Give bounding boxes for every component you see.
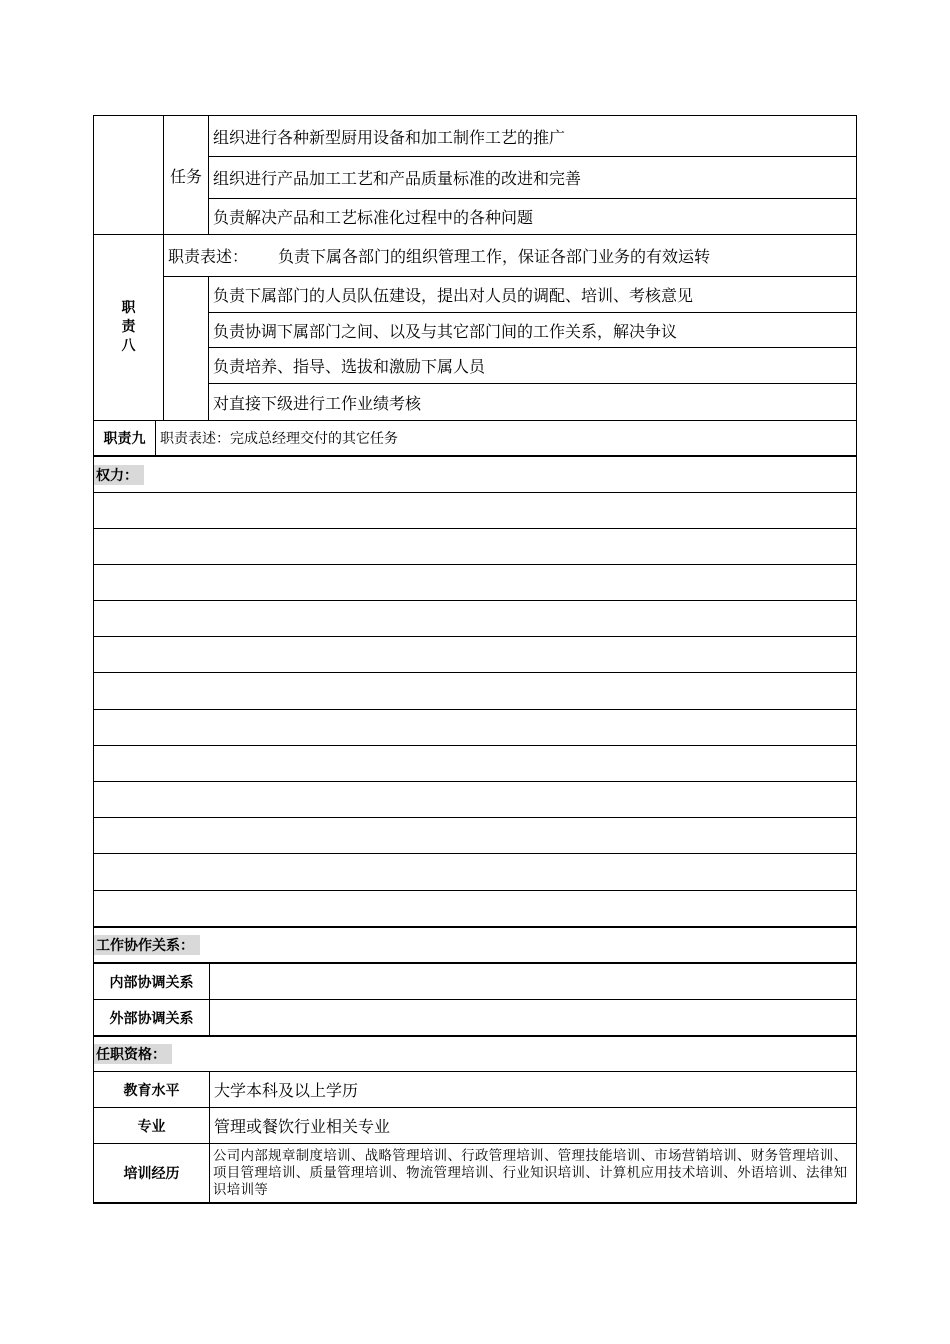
duty8-task-1 (209, 277, 856, 312)
cooperation-header-text: 工作协作关系： (94, 935, 200, 955)
duty8-label (94, 235, 163, 420)
qualification-header-text: 任职资格： (94, 1044, 172, 1064)
duty8-task-4 (209, 384, 856, 420)
duty8-task-1-text: 负责下属部门的人员队伍建设，提出对人员的调配、培训、考核意见 (213, 286, 694, 305)
duty7-task-2-text: 组织进行产品加工工艺和产品质量标准的改进和完善 (213, 169, 582, 188)
duty9-statement-text: 职责表述：完成总经理交付的其它任务 (160, 431, 398, 447)
task-label-text: 任务 (169, 166, 202, 186)
duty7-task-3-text: 负责解决产品和工艺标准化过程中的各种问题 (213, 208, 534, 227)
duty7-task-1-text: 组织进行各种新型厨用设备和加工制作工艺的推广 (213, 127, 566, 147)
education-value-text: 大学本科及以上学历 (214, 1081, 359, 1100)
duty8-task-3 (209, 348, 856, 383)
duty9-label-text: 职责九 (103, 431, 146, 447)
duty8-label-line2: 责 (121, 319, 136, 335)
authority-header-text: 权力： (94, 465, 144, 485)
duty7-task-3 (209, 199, 856, 234)
major-label-text: 专业 (137, 1118, 166, 1135)
training-label (94, 1144, 209, 1202)
cooperation-header (94, 928, 856, 962)
external-coordination-label-text: 外部协调关系 (109, 1010, 194, 1027)
major-value-text: 管理或餐饮行业相关专业 (214, 1117, 391, 1136)
duty8-label-line1: 职 (121, 300, 136, 316)
duty8-label-line3: 八 (121, 338, 136, 354)
training-value (210, 1144, 856, 1202)
authority-header (94, 457, 856, 492)
duty8-statement-text: 负责下属各部门的组织管理工作，保证各部门业务的有效运转 (278, 247, 711, 266)
duty7-task-2 (209, 157, 856, 198)
internal-coordination-label (94, 964, 209, 999)
education-label (94, 1072, 209, 1107)
duty7-task-1 (209, 116, 856, 156)
training-value-text: 公司内部规章制度培训、战略管理培训、行政管理培训、管理技能培训、市场营销培训、财务管理培训、项目管理培训、质量管理培训、物流管理培训、行业知识培训、计算机应用技术培训、外语培训、法律知识培训等 (213, 1148, 848, 1198)
internal-coordination-label-text: 内部协调关系 (109, 974, 194, 991)
duty8-statement (164, 235, 856, 276)
duty8-task-2 (209, 313, 856, 347)
education-label-text: 教育水平 (123, 1082, 180, 1099)
education-value (210, 1072, 856, 1107)
duty8-statement-label: 职责表述： (168, 247, 249, 266)
major-label (94, 1108, 209, 1143)
duty9-statement (156, 421, 856, 455)
duty9-label (94, 421, 155, 455)
external-coordination-label (94, 1000, 209, 1035)
training-label-text: 培训经历 (123, 1166, 180, 1182)
duty8-task-2-text: 负责协调下属部门之间、以及与其它部门间的工作关系，解决争议 (213, 321, 678, 341)
qualification-header (94, 1037, 856, 1071)
duty8-task-4-text: 对直接下级进行工作业绩考核 (213, 393, 422, 413)
task-label (164, 116, 208, 234)
duty8-task-3-text: 负责培养、指导、选拔和激励下属人员 (213, 357, 486, 376)
major-value (210, 1108, 856, 1143)
